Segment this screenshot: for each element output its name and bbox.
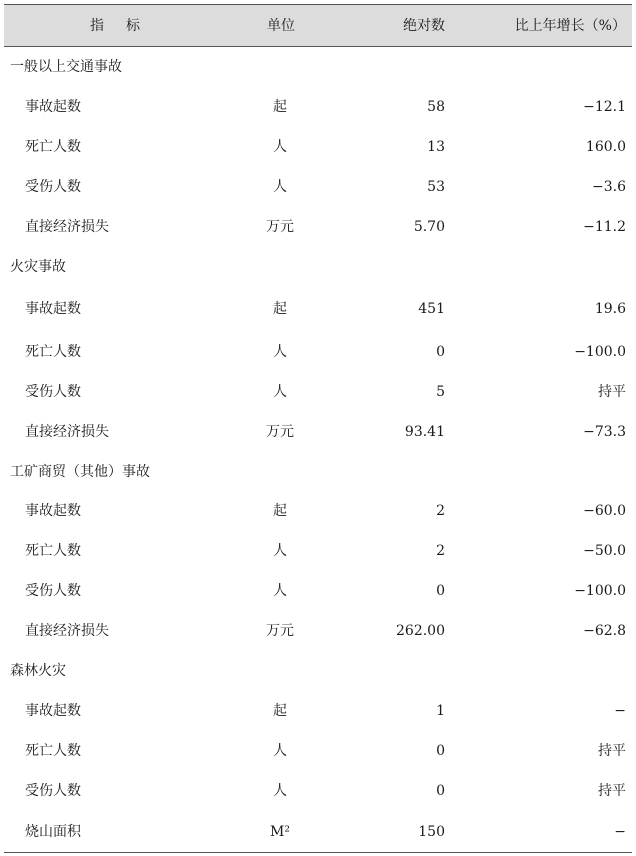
growth-value: −73.3 <box>583 424 626 440</box>
table-row <box>4 372 632 412</box>
unit-value: 人 <box>273 583 287 599</box>
absolute-value: 0 <box>436 583 445 599</box>
growth-value: −100.0 <box>574 344 626 360</box>
section-row <box>4 651 632 691</box>
indicator-name: 死亡人数 <box>25 139 81 155</box>
growth-value: 持平 <box>598 743 626 759</box>
indicator-name: 事故起数 <box>25 503 81 519</box>
growth-value: −50.0 <box>583 543 626 559</box>
header-unit: 单位 <box>267 18 295 34</box>
indicator-name: 受伤人数 <box>25 583 81 599</box>
indicator-name: 事故起数 <box>25 99 81 115</box>
table-row <box>4 611 632 651</box>
table-row <box>4 771 632 811</box>
indicator-name: 事故起数 <box>25 301 81 317</box>
absolute-value: 1 <box>436 703 445 719</box>
unit-value: 人 <box>273 179 287 195</box>
growth-value: −62.8 <box>583 623 626 639</box>
absolute-value: 2 <box>436 503 445 519</box>
table-row <box>4 87 632 127</box>
absolute-value: 93.41 <box>404 424 445 440</box>
unit-value: 人 <box>273 743 287 759</box>
indicator-name: 死亡人数 <box>25 344 81 360</box>
indicator-name: 受伤人数 <box>25 783 81 799</box>
growth-value: 19.6 <box>594 301 626 317</box>
unit-value: 万元 <box>266 424 294 440</box>
unit-value: 起 <box>273 99 287 115</box>
growth-value: 持平 <box>598 783 626 799</box>
table-row <box>4 731 632 771</box>
indicator-name: 事故起数 <box>25 703 81 719</box>
header-absolute: 绝对数 <box>403 18 445 34</box>
table-row <box>4 812 632 852</box>
growth-value: −60.0 <box>583 503 626 519</box>
indicator-name: 死亡人数 <box>25 543 81 559</box>
section-row <box>4 47 632 87</box>
absolute-value: 2 <box>436 543 445 559</box>
growth-value: − <box>614 703 626 719</box>
unit-value: 人 <box>273 139 287 155</box>
unit-value: 人 <box>273 344 287 360</box>
indicator-name: 受伤人数 <box>25 179 81 195</box>
absolute-value: 5.70 <box>413 219 445 235</box>
indicator-name: 死亡人数 <box>25 743 81 759</box>
table-row <box>4 571 632 611</box>
statistics-table <box>4 4 632 853</box>
growth-value: −11.2 <box>583 219 626 235</box>
growth-value: 持平 <box>598 384 626 400</box>
absolute-value: 451 <box>418 301 445 317</box>
section-title: 工矿商贸（其他）事故 <box>10 464 150 480</box>
absolute-value: 58 <box>427 99 445 115</box>
section-title: 一般以上交通事故 <box>10 59 122 75</box>
section-row <box>4 452 632 492</box>
absolute-value: 150 <box>418 824 445 840</box>
table-row <box>4 289 632 329</box>
section-title: 森林火灾 <box>10 663 66 679</box>
table-row <box>4 491 632 531</box>
absolute-value: 262.00 <box>396 623 445 639</box>
header-growth: 比上年增长（%） <box>514 18 626 34</box>
unit-value: M² <box>270 824 290 840</box>
absolute-value: 13 <box>427 139 445 155</box>
table-row <box>4 412 632 452</box>
indicator-name: 直接经济损失 <box>25 623 109 639</box>
growth-value: −12.1 <box>583 99 626 115</box>
unit-value: 人 <box>273 543 287 559</box>
table-row <box>4 531 632 571</box>
unit-value: 人 <box>273 384 287 400</box>
indicator-name: 受伤人数 <box>25 384 81 400</box>
growth-value: − <box>614 824 626 840</box>
table-header <box>4 4 632 47</box>
growth-value: −100.0 <box>574 583 626 599</box>
table-row <box>4 691 632 731</box>
unit-value: 万元 <box>266 219 294 235</box>
table-row <box>4 127 632 167</box>
section-title: 火灾事故 <box>10 259 66 275</box>
absolute-value: 53 <box>427 179 445 195</box>
absolute-value: 0 <box>436 743 445 759</box>
table-row <box>4 207 632 247</box>
table-row <box>4 167 632 207</box>
absolute-value: 0 <box>436 344 445 360</box>
unit-value: 起 <box>273 703 287 719</box>
indicator-name: 烧山面积 <box>25 824 81 840</box>
unit-value: 万元 <box>266 623 294 639</box>
unit-value: 人 <box>273 783 287 799</box>
bottom-rule <box>4 852 632 853</box>
growth-value: 160.0 <box>585 139 626 155</box>
table-row <box>4 332 632 372</box>
unit-value: 起 <box>273 301 287 317</box>
unit-value: 起 <box>273 503 287 519</box>
indicator-name: 直接经济损失 <box>25 219 109 235</box>
section-row <box>4 247 632 287</box>
indicator-name: 直接经济损失 <box>25 424 109 440</box>
header-indicator: 指标 <box>90 18 162 34</box>
absolute-value: 5 <box>436 384 445 400</box>
growth-value: −3.6 <box>592 179 626 195</box>
absolute-value: 0 <box>436 783 445 799</box>
